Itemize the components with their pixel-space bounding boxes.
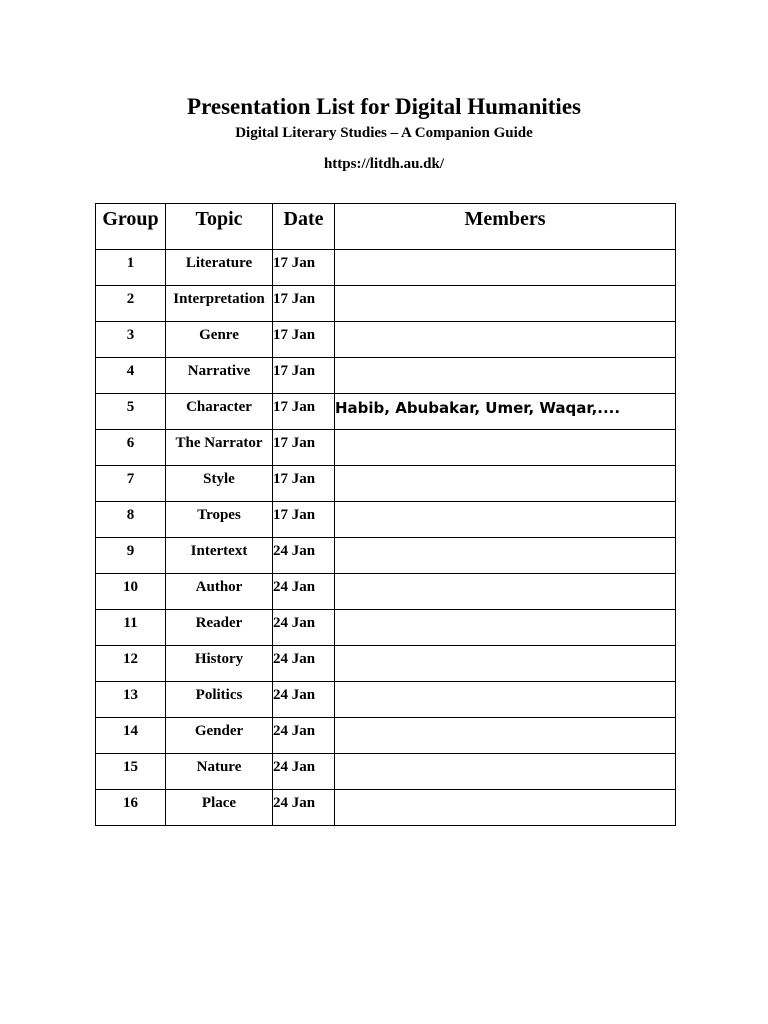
group-cell: 13 [96,682,166,718]
table-row [96,574,676,610]
members-cell [335,610,676,646]
topic-cell: Genre [166,322,273,358]
date-cell: 24 Jan [273,574,335,610]
members-cell [335,682,676,718]
group-cell: 4 [96,358,166,394]
date-cell: 17 Jan [273,394,335,430]
topic-cell: Politics [166,682,273,718]
topic-cell: Gender [166,718,273,754]
members-cell [335,250,676,286]
group-cell: 14 [96,718,166,754]
date-cell: 24 Jan [273,754,335,790]
date-cell: 24 Jan [273,538,335,574]
table-header-row [96,204,676,250]
date-cell: 17 Jan [273,286,335,322]
members-cell [335,646,676,682]
group-cell: 2 [96,286,166,322]
presentation-table [95,203,676,826]
table-row [96,754,676,790]
date-cell: 24 Jan [273,610,335,646]
table-row [96,430,676,466]
column-header-group: Group [96,204,166,250]
page-subtitle: Digital Literary Studies – A Companion Guide [235,125,533,141]
topic-cell: Place [166,790,273,826]
table-body [96,250,676,826]
date-cell: 17 Jan [273,466,335,502]
group-cell: 16 [96,790,166,826]
table-row [96,682,676,718]
date-cell: 17 Jan [273,250,335,286]
topic-cell: Intertext [166,538,273,574]
group-cell: 10 [96,574,166,610]
members-cell [335,790,676,826]
members-cell [335,466,676,502]
date-cell: 17 Jan [273,430,335,466]
table-row [96,718,676,754]
members-cell [335,574,676,610]
group-cell: 11 [96,610,166,646]
members-cell [335,754,676,790]
topic-cell: Tropes [166,502,273,538]
group-cell: 9 [96,538,166,574]
table-row [96,466,676,502]
date-cell: 17 Jan [273,322,335,358]
topic-cell: Author [166,574,273,610]
column-header-date: Date [273,204,335,250]
group-cell: 12 [96,646,166,682]
column-header-members: Members [335,204,676,250]
topic-cell: Narrative [166,358,273,394]
source-url[interactable]: https://litdh.au.dk/ [323,156,445,172]
members-cell [335,322,676,358]
date-cell: 17 Jan [273,358,335,394]
topic-cell: History [166,646,273,682]
date-cell: 24 Jan [273,646,335,682]
group-cell: 6 [96,430,166,466]
table-row [96,286,676,322]
topic-cell: Nature [166,754,273,790]
table-row [96,790,676,826]
group-cell: 1 [96,250,166,286]
topic-cell: Interpretation [166,286,273,322]
table-row [96,538,676,574]
members-cell [335,538,676,574]
topic-cell: Reader [166,610,273,646]
date-cell: 24 Jan [273,682,335,718]
date-cell: 24 Jan [273,790,335,826]
page-title: Presentation List for Digital Humanities [187,94,581,119]
group-cell: 5 [96,394,166,430]
table-row [96,646,676,682]
table-row [96,394,676,430]
table-row [96,610,676,646]
table-row [96,358,676,394]
members-cell [335,502,676,538]
topic-cell: Literature [166,250,273,286]
members-cell [335,430,676,466]
table-row [96,502,676,538]
table-row [96,322,676,358]
members-cell [335,718,676,754]
group-cell: 15 [96,754,166,790]
date-cell: 24 Jan [273,718,335,754]
date-cell: 17 Jan [273,502,335,538]
members-cell [335,358,676,394]
members-cell [335,286,676,322]
topic-cell: Style [166,466,273,502]
topic-cell: The Narrator [166,430,273,466]
group-cell: 7 [96,466,166,502]
topic-cell: Character [166,394,273,430]
group-cell: 3 [96,322,166,358]
group-cell: 8 [96,502,166,538]
members-cell: Habib, Abubakar, Umer, Waqar,.... [335,394,676,430]
column-header-topic: Topic [166,204,273,250]
table-row [96,250,676,286]
